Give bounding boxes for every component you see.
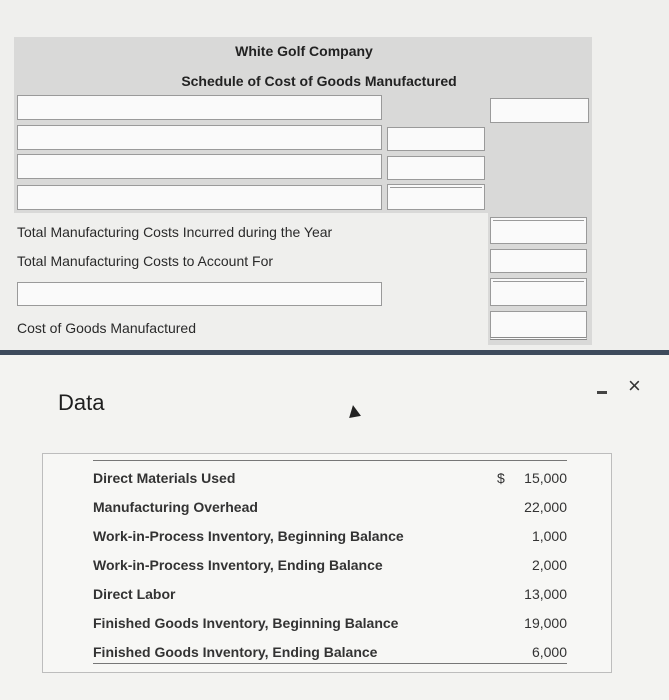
data-table — [42, 453, 612, 673]
row-amount: 15,000 — [524, 470, 567, 486]
data-panel — [0, 355, 669, 700]
row-item: Work-in-Process Inventory, Ending Balance — [93, 557, 383, 573]
schedule-title: Schedule of Cost of Goods Manufactured — [181, 73, 457, 89]
close-icon[interactable]: × — [628, 373, 641, 398]
table-top-rule — [93, 460, 567, 461]
schedule-header — [14, 37, 592, 95]
row-item: Finished Goods Inventory, Ending Balance — [93, 644, 378, 660]
line-label-input-4[interactable] — [17, 185, 382, 210]
line-label-input-1[interactable] — [17, 95, 382, 120]
table-row — [93, 551, 567, 580]
mouse-cursor-icon — [347, 404, 361, 418]
currency-symbol: $ — [497, 470, 505, 486]
row-item: Direct Labor — [93, 586, 176, 602]
amount-input-2[interactable] — [387, 127, 485, 151]
row-amount: 19,000 — [524, 615, 567, 631]
amount-total-input-5[interactable] — [490, 278, 587, 306]
row-amount: 22,000 — [524, 499, 567, 515]
table-row — [93, 522, 567, 551]
table-bottom-rule — [93, 663, 567, 664]
row-item: Finished Goods Inventory, Beginning Balance — [93, 615, 399, 631]
total-account-amount-input[interactable] — [490, 249, 587, 273]
amount-input-4[interactable] — [387, 184, 485, 210]
total-incurred-label: Total Manufacturing Costs Incurred during the Year — [17, 224, 333, 240]
line-label-input-2[interactable] — [17, 125, 382, 150]
table-row — [93, 464, 567, 493]
table-row — [93, 580, 567, 609]
amount-input-3[interactable] — [387, 156, 485, 180]
table-row — [93, 493, 567, 522]
minimize-icon[interactable] — [595, 380, 611, 396]
data-panel-title: Data — [58, 390, 105, 415]
total-incurred-amount-input[interactable] — [490, 217, 587, 244]
row-item: Work-in-Process Inventory, Beginning Balance — [93, 528, 404, 544]
amount-total-input-1[interactable] — [490, 98, 589, 123]
row-amount: 13,000 — [524, 586, 567, 602]
company-name: White Golf Company — [235, 43, 373, 59]
row-amount: 1,000 — [531, 528, 567, 544]
line-label-input-5[interactable] — [17, 282, 382, 306]
row-item: Direct Materials Used — [93, 470, 236, 486]
total-account-label: Total Manufacturing Costs to Account For — [17, 253, 274, 269]
line-label-input-3[interactable] — [17, 154, 382, 179]
row-amount: 6,000 — [531, 644, 567, 660]
row-amount: 2,000 — [531, 557, 567, 573]
row-item: Manufacturing Overhead — [93, 499, 258, 515]
table-row — [93, 609, 567, 638]
cogm-label: Cost of Goods Manufactured — [17, 320, 196, 336]
cogm-amount-input[interactable] — [490, 311, 587, 340]
